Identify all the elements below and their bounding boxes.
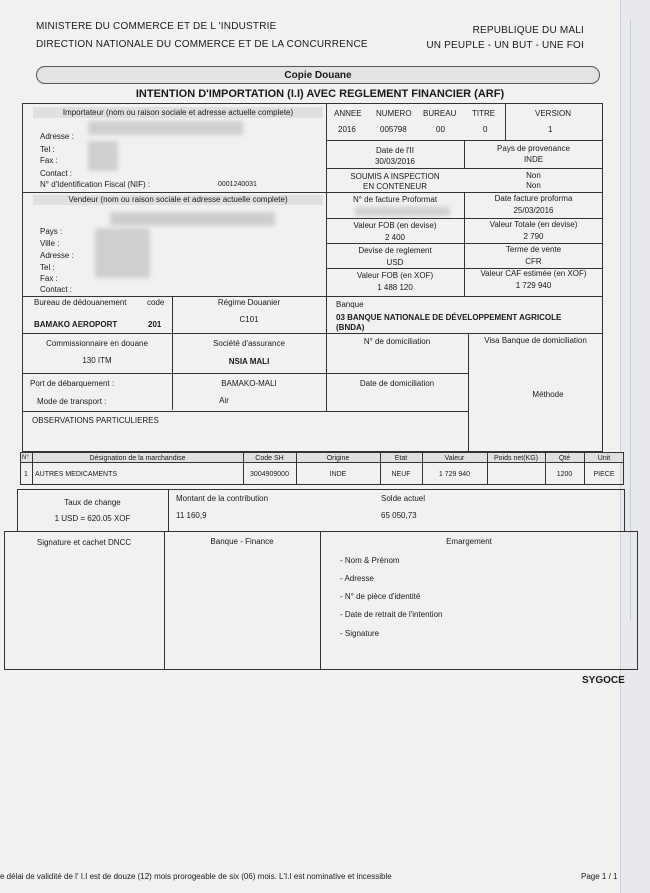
vendor-ville-label: Ville : [40, 239, 60, 248]
emargement-label: Emargement [446, 537, 492, 546]
proforma-date-label: Date facture proforma [494, 194, 573, 203]
regime-value: C101 [239, 315, 259, 324]
national-motto: UN PEUPLE - UN BUT - UNE FOI [426, 40, 584, 51]
emargement-piece: - N° de pièce d'identité [340, 592, 421, 601]
banque-label: Banque [336, 300, 364, 309]
items-header-origine: Origine [326, 455, 350, 462]
redacted-proforma-number [355, 207, 450, 216]
contribution-value: 11 160,9 [176, 511, 207, 520]
assurance-label: Société d'assurance [213, 339, 285, 348]
ref-version-divider [505, 103, 506, 140]
fob-bottom-line [326, 243, 603, 244]
importer-address-label: Adresse : [40, 132, 74, 141]
terme-value: CFR [525, 257, 542, 266]
visa-banque-label: Visa Banque de domiciliation [484, 336, 587, 345]
balance-value: 65 050,73 [381, 511, 417, 520]
bureau-code-label: code [147, 298, 165, 307]
vendor-bottom-line [22, 296, 603, 297]
banque-acronym: (BNDA) [336, 323, 365, 332]
date-ii-value: 30/03/2016 [374, 157, 416, 166]
port-bottom-line [22, 411, 468, 412]
proforma-number-label: N° de facture Proformat [352, 195, 438, 204]
commission-bottom-line [22, 373, 468, 374]
ref-header-titre: TITRE [472, 109, 496, 118]
devise-value: USD [386, 258, 404, 267]
container-value: Non [526, 181, 541, 190]
bureau-divider [172, 296, 173, 410]
bureau-bottom-line [22, 333, 603, 334]
totals-box [17, 489, 625, 532]
devise-label: Devise de reglement [358, 246, 432, 255]
redacted-vendor-name [110, 212, 275, 226]
inspection-label: SOUMIS A INSPECTION [350, 172, 440, 181]
fob-xof-label: Valeur FOB (en XOF) [356, 271, 434, 280]
items-header-etat: Etat [394, 455, 408, 462]
copy-banner-label: Copie Douane [284, 70, 352, 81]
assurance-value: NSIA MALI [228, 357, 270, 366]
exchange-rate-value: 1 USD = 620.05 XOF [54, 514, 131, 523]
validity-footer: e délai de validité de l' I.I est de douze (12) mois prorogeable de six (06) mois. L'I.I est nominative et incessible [0, 872, 392, 881]
balance-label: Solde actuel [381, 494, 426, 503]
ref-annee: 2016 [338, 125, 356, 134]
importer-fax-label: Fax : [40, 156, 58, 165]
bureau-label: Bureau de dédouanement [34, 298, 127, 307]
items-header-poids: Poids net(KG) [494, 455, 538, 462]
transport-label: Mode de transport : [37, 397, 107, 406]
regime-divider [326, 296, 327, 412]
item-num: 1 [24, 471, 28, 478]
proforma-bottom-line [326, 218, 603, 219]
ref-titre: 0 [483, 125, 488, 134]
importer-tel-label: Tel : [40, 145, 55, 154]
vendor-address-label: Adresse : [40, 251, 74, 260]
signatures-box [4, 531, 638, 670]
ref-header-version: VERSION [535, 109, 572, 118]
importer-heading: Importateur (nom ou raison sociale et adresse actuelle complete) [62, 108, 294, 117]
paper-stack-line [630, 20, 636, 620]
commissionnaire-label: Commissionnaire en douane [46, 339, 148, 348]
importer-nif-value: 0001240031 [218, 181, 257, 188]
fob-label: Valeur FOB (en devise) [353, 221, 437, 230]
vendor-fax-label: Fax : [40, 274, 58, 283]
port-value: BAMAKO-MALI [221, 379, 277, 388]
date-domiciliation-label: Date de domiciliation [359, 379, 435, 388]
republic-name: REPUBLIQUE DU MALI [472, 25, 584, 36]
item-etat: NEUF [391, 471, 411, 478]
fob-value: 2 400 [384, 233, 406, 242]
items-header-unit: Unit [597, 455, 611, 462]
dncc-signature-label: Signature et cachet DNCC [36, 538, 132, 547]
items-header-valeur: Valeur [444, 455, 465, 462]
ref-version: 1 [548, 125, 553, 134]
item-qte: 1200 [556, 471, 573, 478]
bureau-value: BAMAKO AEROPORT [34, 320, 118, 329]
proforma-date-value: 25/03/2016 [513, 206, 554, 215]
port-label: Port de débarquement : [30, 379, 115, 388]
ref-header-annee: ANNEE [334, 109, 362, 118]
items-header-designation: Désignation de la marchandise [89, 455, 186, 462]
emargement-signature: - Signature [340, 629, 380, 638]
redacted-importer-name [88, 121, 243, 135]
item-code-sh: 3004909000 [250, 471, 289, 478]
methode-label: Méthode [532, 390, 564, 399]
items-header-qte: Qté [558, 455, 571, 462]
terme-label: Terme de vente [505, 245, 562, 254]
pays-bottom-line [326, 168, 603, 169]
proforma-divider [464, 192, 465, 296]
ref-header-bureau: BUREAU [423, 109, 457, 118]
importer-contact-label: Contact : [40, 169, 73, 178]
signatures-divider-2 [320, 531, 321, 670]
redacted-vendor-address [95, 228, 150, 278]
commissionnaire-value: 130 ITM [82, 356, 112, 365]
items-header-num: N° [22, 455, 29, 461]
transport-value: Air [219, 396, 229, 405]
banque-finance-label: Banque - Finance [210, 537, 274, 546]
pays-provenance-value: INDE [523, 155, 544, 164]
caf-label: Valeur CAF estimée (en XOF) [480, 269, 587, 278]
total-label: Valeur Totale (en devise) [489, 220, 578, 229]
vendor-tel-label: Tel : [40, 263, 55, 272]
totals-divider [168, 489, 169, 532]
form-title: INTENTION D'IMPORTATION (I.I) AVEC REGLEMENT FINANCIER (ARF) [135, 88, 505, 100]
item-valeur: 1 729 940 [438, 471, 471, 478]
importer-bottom-line [22, 192, 603, 193]
item-origine: INDE [329, 471, 347, 478]
exchange-rate-label: Taux de change [64, 498, 121, 507]
ref-header-numero: NUMERO [376, 109, 412, 118]
redacted-importer-contact [88, 141, 118, 171]
vendor-pays-label: Pays : [40, 227, 63, 236]
domiciliation-number-label: N° de domiciliation [363, 337, 431, 346]
contribution-label: Montant de la contribution [176, 494, 269, 503]
vendor-contact-label: Contact : [40, 285, 73, 294]
observations-label: OBSERVATIONS PARTICULIERES [32, 416, 159, 425]
directorate-name: DIRECTION NATIONALE DU COMMERCE ET DE LA CONCURRENCE [36, 39, 368, 50]
bureau-code-value: 201 [148, 320, 162, 329]
item-unit: PIECE [593, 471, 615, 478]
caf-value: 1 729 940 [515, 281, 552, 290]
items-header-line [20, 462, 624, 463]
emargement-nom: - Nom & Prénom [340, 556, 400, 565]
vendor-heading: Vendeur (nom ou raison sociale et adresse actuelle complete) [68, 195, 288, 204]
emargement-date-retrait: - Date de retrait de l'intention [340, 610, 443, 619]
total-value: 2 790 [523, 232, 544, 241]
date-ii-label: Date de l'II [376, 146, 414, 155]
signatures-divider-1 [164, 531, 165, 670]
emargement-adresse: - Adresse [340, 574, 374, 583]
pays-provenance-label: Pays de provenance [497, 144, 570, 153]
items-header-code: Code SH [255, 455, 284, 462]
fob-xof-value: 1 488 120 [377, 283, 413, 292]
ref-bureau: 00 [436, 125, 445, 134]
page-number: Page 1 / 1 [581, 872, 618, 881]
banque-name: 03 BANQUE NATIONALE DE DÉVELOPPEMENT AGRICOLE [336, 313, 562, 322]
container-label: EN CONTENEUR [362, 182, 427, 191]
importer-nif-label: N° d'Identification Fiscal (NIF) : [40, 180, 151, 189]
regime-label: Régime Douanier [217, 298, 281, 307]
inspection-value: Non [526, 171, 541, 180]
sygoce-brand: SYGOCE [582, 675, 625, 686]
ref-numero: 005798 [380, 125, 407, 134]
ministry-name: MINISTERE DU COMMERCE ET DE L 'INDUSTRIE [36, 21, 277, 32]
item-designation: AUTRES MEDICAMENTS [35, 471, 118, 478]
